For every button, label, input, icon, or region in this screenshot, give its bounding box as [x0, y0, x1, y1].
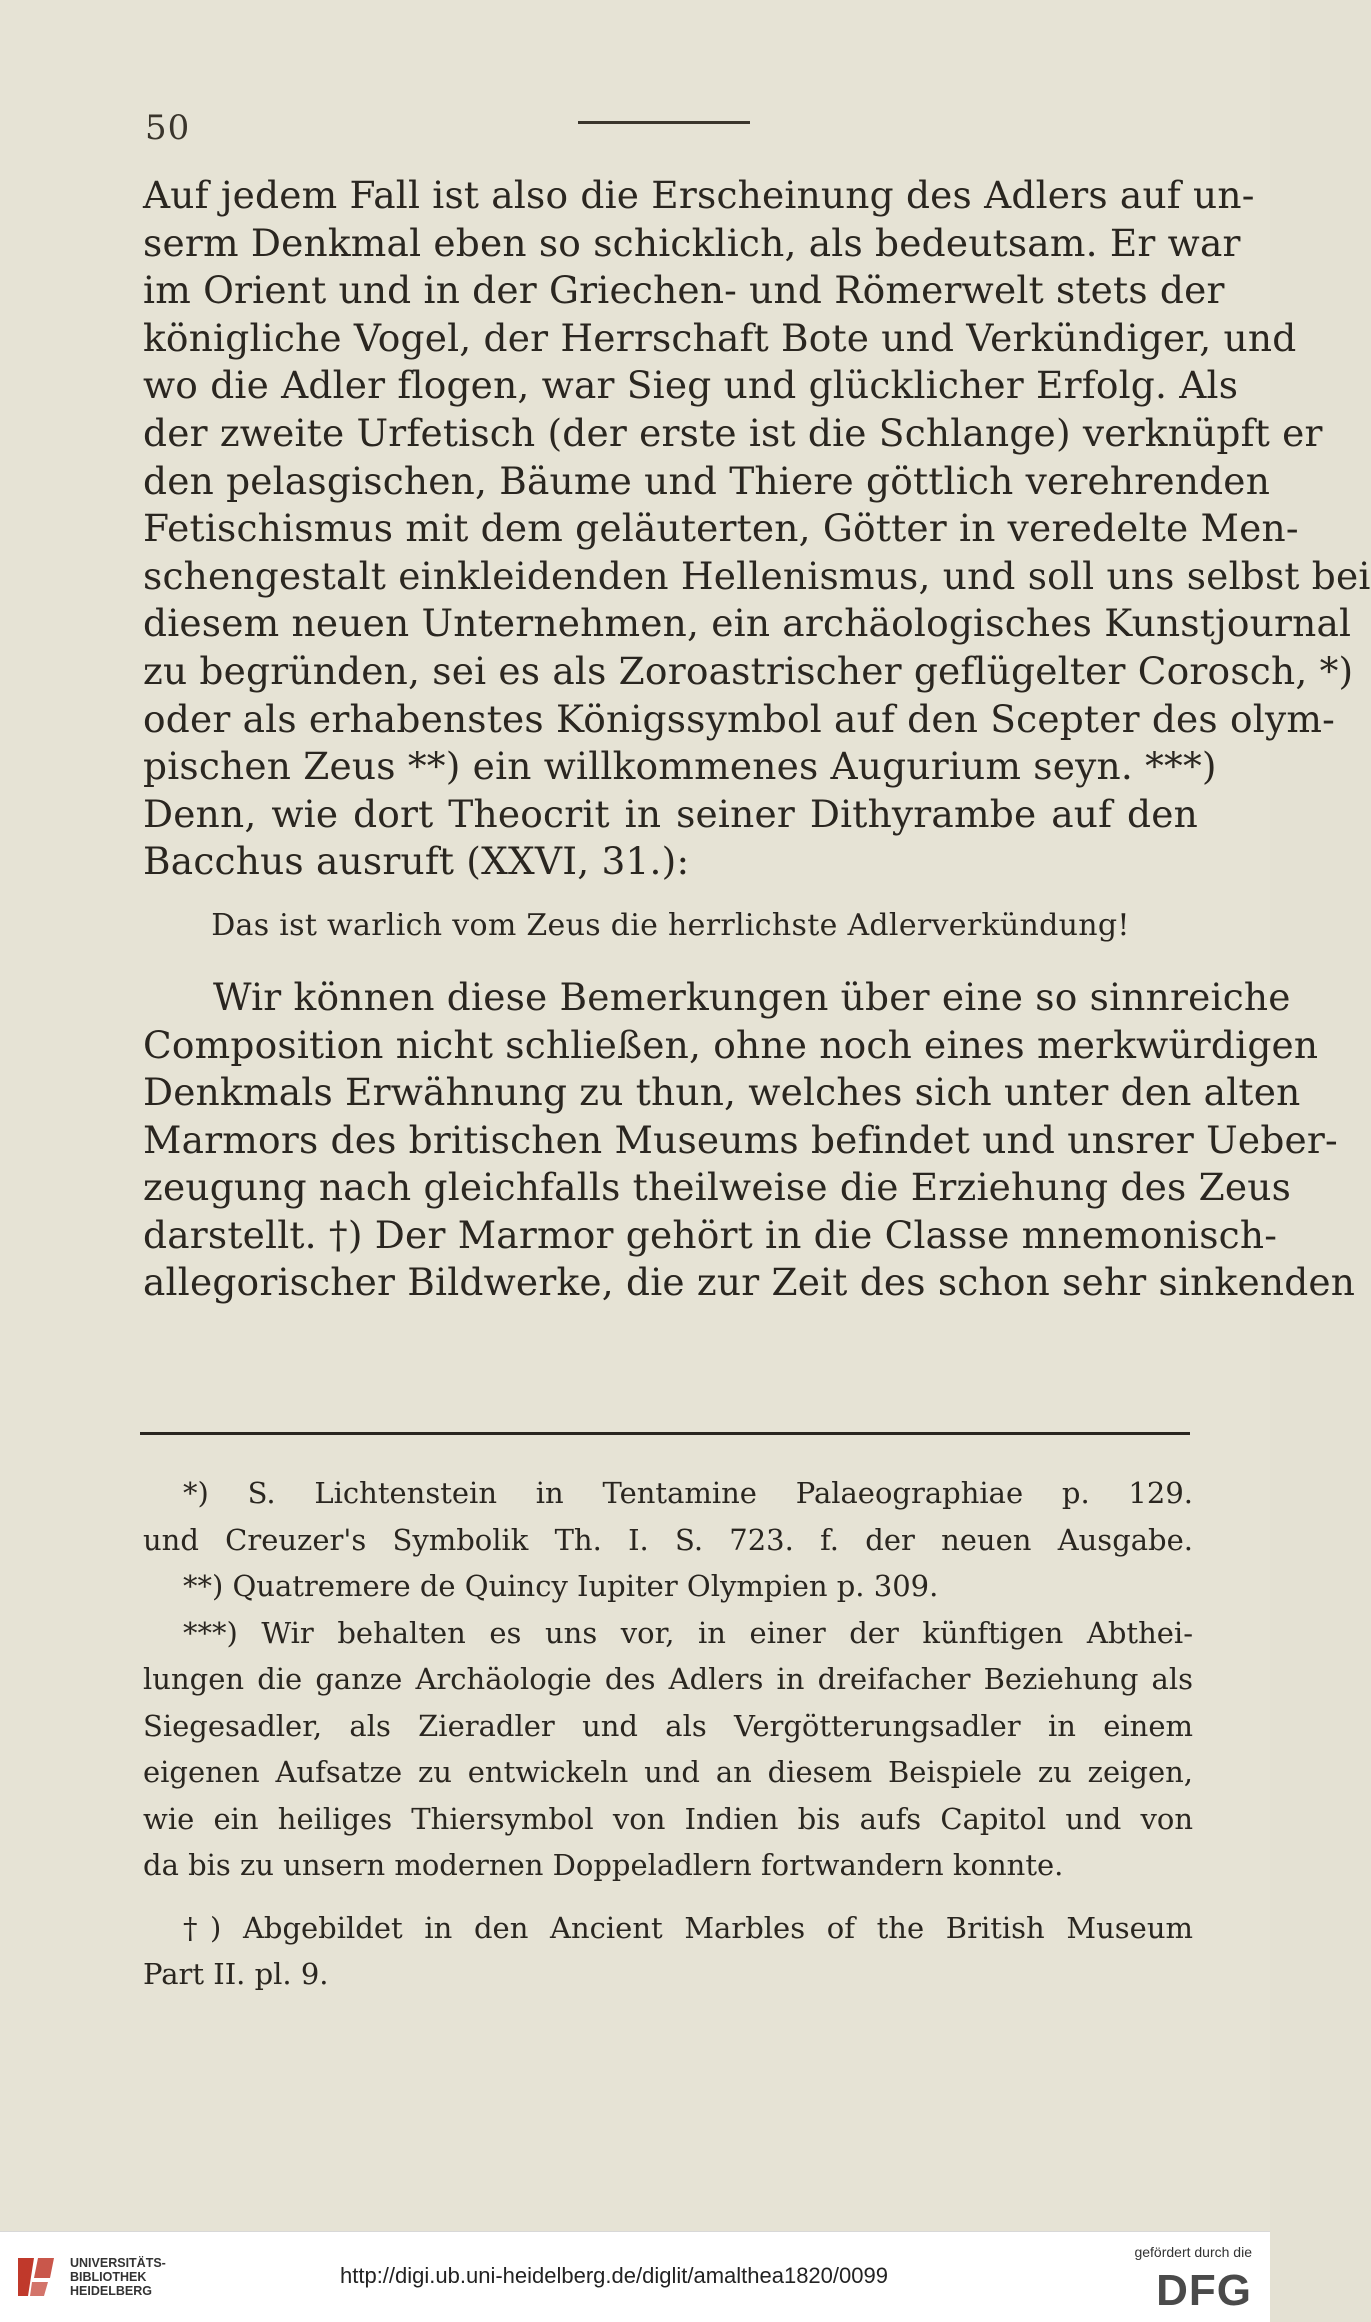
text-line: pischen Zeus **) ein willkommenes Augurium seyn. ***): [143, 744, 1217, 789]
footnote-line: wie ein heiliges Thiersymbol von Indien bis aufs Capitol und von: [143, 1801, 1193, 1836]
text-line: zeugung nach gleichfalls theilweise die Erziehung des Zeus: [143, 1165, 1292, 1210]
text-line: zu begründen, sei es als Zoroastrischer geflügelter Corosch, *): [143, 648, 1354, 693]
text-line: der zweite Urfetisch (der erste ist die Schlange) verknüpft er: [143, 410, 1323, 455]
text-line: Composition nicht schließen, ohne noch eines merkwürdigen: [143, 1022, 1319, 1067]
main-text: [143, 172, 1371, 1307]
text-line: königliche Vogel, der Herrschaft Bote und Verkündiger, und: [143, 315, 1297, 360]
text-line: schengestalt einkleidenden Hellenismus, und soll uns selbst bei: [143, 553, 1371, 598]
footnote-line: lungen die ganze Archäologie des Adlers in dreifacher Beziehung als: [143, 1662, 1193, 1696]
footnote-line: †) Abgebildet in den Ancient Marbles of the British Museum: [183, 1910, 1193, 1945]
text-line: diesem neuen Unternehmen, ein archäologisches Kunstjournal: [143, 601, 1352, 646]
footnote-line: Siegesadler, als Zieradler und als Vergötterungsadler in einem: [143, 1708, 1193, 1743]
text-line: Marmors des britischen Museums befindet und unsrer Ueber-: [143, 1117, 1338, 1162]
text-line: Bacchus ausruft (XXVI, 31.):: [143, 839, 690, 884]
page-number: 50: [145, 108, 191, 148]
ub-heidelberg-logo-icon: [14, 2252, 62, 2302]
footnote-line: eigenen Aufsatze zu entwickeln und an diesem Beispiele zu zeigen,: [143, 1755, 1193, 1789]
permalink-url[interactable]: http://digi.ub.uni-heidelberg.de/diglit/amalthea1820/0099: [340, 2263, 888, 2288]
text-line: Fetischismus mit dem geläuterten, Götter in veredelte Men-: [143, 506, 1299, 551]
text-line: oder als erhabenstes Königssymbol auf den Scepter des olym-: [143, 696, 1335, 741]
footnote-line: und Creuzer's Symbolik Th. I. S. 723. f. der neuen Ausgabe.: [143, 1522, 1193, 1557]
quotation: Das ist warlich vom Zeus die herrlichste Adlerverkündung!: [211, 907, 1130, 943]
footnotes: [143, 1470, 1193, 1998]
footnote-line: *) S. Lichtenstein in Tentamine Palaeographiae p. 129.: [183, 1476, 1193, 1510]
text-line: Denn, wie dort Theocrit in seiner Dithyrambe auf den: [143, 791, 1198, 836]
text-line: Auf jedem Fall ist also die Erscheinung des Adlers auf un-: [143, 173, 1255, 217]
text-line: den pelasgischen, Bäume und Thiere göttlich verehrenden: [143, 458, 1271, 503]
library-name: UNIVERSITÄTS- BIBLIOTHEK HEIDELBERG: [70, 2256, 166, 2298]
sponsor-label: gefördert durch die: [1134, 2244, 1252, 2260]
footnote-line: Part II. pl. 9.: [143, 1957, 329, 1991]
text-line: darstellt. †) Der Marmor gehört in die Classe mnemonisch-: [143, 1212, 1278, 1257]
footnote-rule: [140, 1432, 1190, 1435]
text-line: allegorischer Bildwerke, die zur Zeit des schon sehr sinkenden: [143, 1260, 1356, 1305]
text-line: im Orient und in der Griechen- und Römerwelt stets der: [143, 268, 1225, 313]
text-line: wo die Adler flogen, war Sieg und glücklicher Erfolg. Als: [143, 363, 1239, 408]
header-rule: [578, 121, 750, 124]
footnote-line: **) Quatremere de Quincy Iupiter Olympien p. 309.: [183, 1569, 939, 1603]
footnote-line: da bis zu unsern modernen Doppeladlern fortwandern konnte.: [143, 1848, 1064, 1882]
text-line: Denkmals Erwähnung zu thun, welches sich unter den alten: [143, 1070, 1301, 1115]
footnote-line: ***) Wir behalten es uns vor, in einer der künftigen Abthei-: [183, 1615, 1193, 1650]
text-line: Wir können diese Bemerkungen über eine so sinnreiche: [213, 974, 1291, 1019]
text-line: serm Denkmal eben so schicklich, als bedeutsam. Er war: [143, 220, 1241, 265]
viewer-footer: [0, 2231, 1270, 2322]
dfg-logo: DFG: [1156, 2266, 1252, 2315]
